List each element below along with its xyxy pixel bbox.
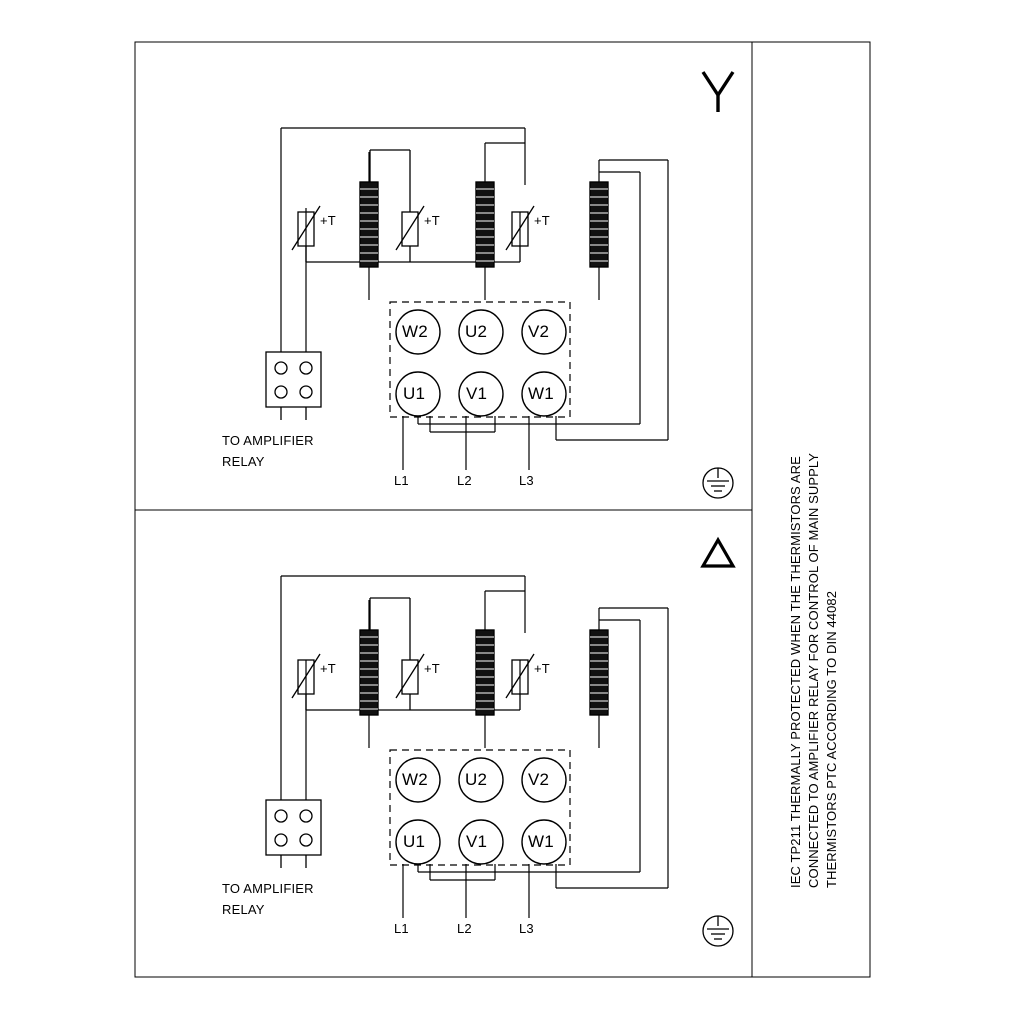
- thermistor-label-1b: +T: [424, 213, 440, 228]
- thermistor-label-2a: +T: [320, 661, 336, 676]
- terminal-label-v1-2: V1: [466, 832, 488, 851]
- amplifier-label-1-line2: RELAY: [222, 454, 265, 469]
- earth-symbol-1: [703, 468, 733, 498]
- terminal-label-w1-2: W1: [528, 832, 554, 851]
- thermistor-label-2c: +T: [534, 661, 550, 676]
- supply-label-l1-2: L1: [394, 921, 409, 936]
- thermistor-label-1a: +T: [320, 213, 336, 228]
- amplifier-label-2-line2: RELAY: [222, 902, 265, 917]
- wye-symbol: [703, 72, 733, 112]
- terminal-label-w1-1: W1: [528, 384, 554, 403]
- terminal-label-w2-2: W2: [402, 770, 428, 789]
- terminal-label-u1-1: U1: [403, 384, 426, 403]
- terminal-label-u2-2: U2: [465, 770, 488, 789]
- amplifier-terminal-block-2: [266, 800, 321, 868]
- side-note-line-2: CONNECTED TO AMPLIFIER RELAY FOR CONTROL OF MAIN SUPPLY: [806, 452, 821, 888]
- delta-symbol: [703, 540, 733, 566]
- side-note-line-3: THERMISTORS PTC ACCORDING TO DIN 44082: [824, 590, 839, 888]
- supply-label-l1-1: L1: [394, 473, 409, 488]
- side-note-line-1: IEC TP211 THERMALLY PROTECTED WHEN THE THERMISTORS ARE: [788, 456, 803, 888]
- supply-label-l3-2: L3: [519, 921, 534, 936]
- terminal-label-u2-1: U2: [465, 322, 488, 341]
- supply-label-l2-1: L2: [457, 473, 472, 488]
- terminal-label-v2-2: V2: [528, 770, 550, 789]
- terminal-label-u1-2: U1: [403, 832, 426, 851]
- amplifier-terminal-block-1: [266, 352, 321, 420]
- terminal-label-w2-1: W2: [402, 322, 428, 341]
- terminal-label-v1-1: V1: [466, 384, 488, 403]
- supply-label-l3-1: L3: [519, 473, 534, 488]
- amplifier-label-2-line1: TO AMPLIFIER: [222, 881, 314, 896]
- thermistor-label-1c: +T: [534, 213, 550, 228]
- terminal-label-v2-1: V2: [528, 322, 550, 341]
- thermistor-label-2b: +T: [424, 661, 440, 676]
- amplifier-label-1-line1: TO AMPLIFIER: [222, 433, 314, 448]
- earth-symbol-2: [703, 916, 733, 946]
- supply-label-l2-2: L2: [457, 921, 472, 936]
